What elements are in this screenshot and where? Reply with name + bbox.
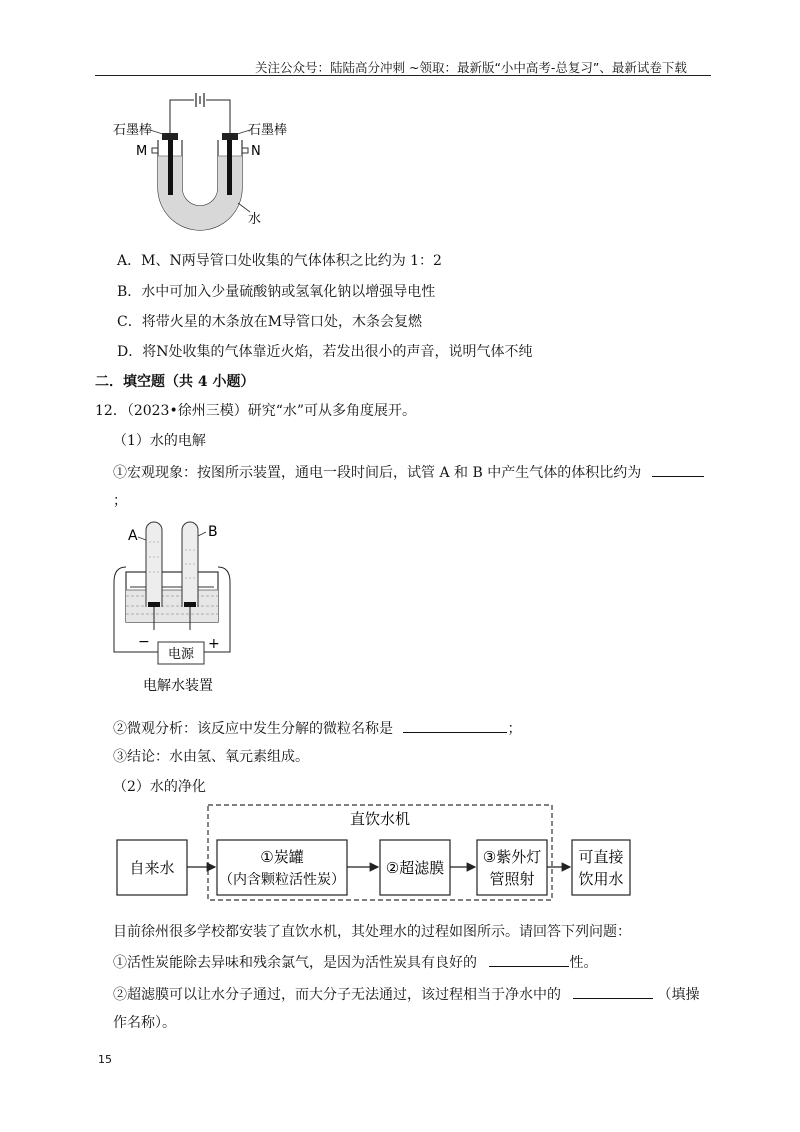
port-m-label: M <box>136 144 148 159</box>
option-c: C．将带火星的木条放在M导管口处，木条会复燃 <box>117 314 423 330</box>
section-title: 二．填空题（共 4 小题） <box>95 374 255 390</box>
p1-answer-blank[interactable] <box>652 462 704 477</box>
p2-line <box>113 718 521 738</box>
q12-stem: 12．（2023•徐州三模）研究“水”可从多角度展开。 <box>95 403 417 419</box>
p2-answer-blank[interactable] <box>403 718 507 733</box>
tube-a-label: A <box>128 528 138 544</box>
box-carbon-line2: （内含颗粒活性炭） <box>219 872 345 888</box>
box-drinkable-line2: 饮用水 <box>578 870 624 888</box>
p1-line <box>113 462 704 482</box>
q2-end: （填操 <box>657 987 700 1003</box>
box-ultrafiltration: ②超滤膜 <box>385 859 445 877</box>
electrolysis-caption: 电解水装置 <box>143 678 213 694</box>
q2-text: ②超滤膜可以让水分子通过，而大分子无法通过，该过程相当于净水中的 <box>113 987 561 1003</box>
power-label: 电源 <box>167 647 195 662</box>
box-uv-line2: 管照射 <box>489 870 535 888</box>
minus-sign: − <box>138 634 150 650</box>
p1-end: ； <box>113 493 127 509</box>
purification-intro: 目前徐州很多学校都安装了直饮水机，其处理水的过程如图所示。请回答下列问题： <box>113 924 631 940</box>
option-b: B．水中可加入少量硫酸钠或氢氧化钠以增强导电性 <box>117 284 436 300</box>
p2-end: ； <box>507 721 522 737</box>
q2-line <box>113 984 699 1004</box>
left-rod-label: 石墨棒 <box>113 123 153 138</box>
tube-b-label: B <box>208 524 218 540</box>
box-tap-water: 自来水 <box>129 859 175 877</box>
option-a: A．M、N两导管口处收集的气体体积之比约为 1：2 <box>117 253 442 269</box>
q2-continuation: 作名称）。 <box>113 1015 176 1031</box>
purification-flowchart <box>112 800 652 905</box>
p2-text: ②微观分析：该反应中发生分解的微粒名称是 <box>113 721 393 737</box>
q1-answer-blank[interactable] <box>489 952 569 967</box>
q2-answer-blank[interactable] <box>573 984 653 999</box>
part1-title: （1）水的电解 <box>113 433 206 449</box>
machine-label: 直饮水机 <box>349 810 411 828</box>
plus-sign: + <box>208 636 220 652</box>
p1-text: ①宏观现象：按图所示装置，通电一段时间后，试管 A 和 B 中产生气体的体积比约为 <box>113 465 642 481</box>
q1-end: 性。 <box>569 955 598 971</box>
electrolysis-figure <box>108 512 248 697</box>
water-label: 水 <box>248 212 262 227</box>
box-carbon-line1: ①炭罐 <box>260 848 304 866</box>
option-d: D．将N处收集的气体靠近火焰，若发出很小的声音，说明气体不纯 <box>117 344 533 360</box>
right-rod-label: 石墨棒 <box>248 123 288 138</box>
box-uv-line1: ③紫外灯 <box>482 848 542 866</box>
q1-line <box>113 952 597 972</box>
port-n-label: N <box>251 144 261 159</box>
u-tube-figure <box>100 88 300 238</box>
page-number: 15 <box>98 1053 112 1066</box>
q1-text: ①活性炭能除去异味和残余氯气，是因为活性炭具有良好的 <box>113 955 477 971</box>
p3-text: ③结论：水由氢、氧元素组成。 <box>113 749 309 765</box>
box-drinkable-line1: 可直接 <box>578 848 624 866</box>
part2-title: （2）水的净化 <box>113 779 206 795</box>
header-rule <box>95 75 711 76</box>
page-header: 关注公众号：陆陆高分冲刺 ~领取：最新版“小中高考-总复习”、最新试卷下载 <box>255 60 687 75</box>
